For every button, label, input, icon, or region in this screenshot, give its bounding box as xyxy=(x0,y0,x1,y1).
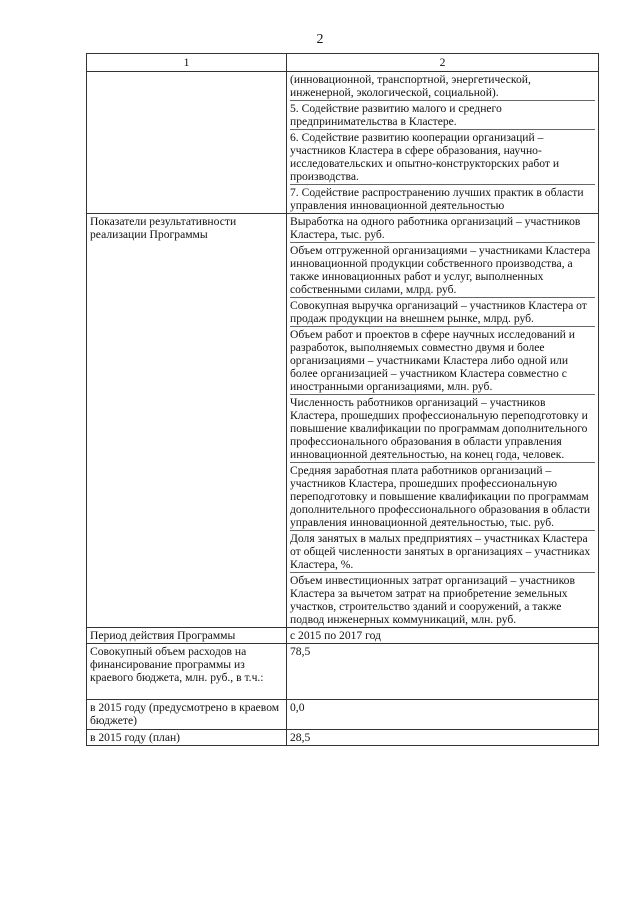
column-header-2: 2 xyxy=(287,54,599,72)
row-label: в 2015 году (план) xyxy=(87,730,287,746)
table-row xyxy=(87,214,599,628)
row-content: 78,5 xyxy=(287,644,599,700)
row-content: 0,0 xyxy=(287,700,599,730)
content-item: Объем отгруженной организациями – участниками Кластера инновационной продукции собственного производства, а также инновационных работ и услуг, выполненных собственными силами, млрд. руб. xyxy=(290,242,595,296)
row-content: 28,5 xyxy=(287,730,599,746)
content-item: Доля занятых в малых предприятиях – участниках Кластера от общей численности занятых в организациях – участниках Кластера, %. xyxy=(290,530,595,571)
table-row xyxy=(87,72,599,214)
content-item: 7. Содействие распространению лучших практик в области управления инновационной деятельностью xyxy=(290,184,595,212)
row-content: с 2015 по 2017 год xyxy=(287,628,599,644)
content-item: Численность работников организаций – участников Кластера, прошедших профессиональную переподготовку и повышение квалификации по программам дополнительного профессионального образования в области управления инновационной деятельностью, на конец года, человек. xyxy=(290,394,595,461)
content-item: (инновационной, транспортной, энергетической, инженерной, экологической, социальной). xyxy=(290,73,531,99)
row-content xyxy=(287,72,599,214)
table-row xyxy=(87,700,599,730)
content-item: Совокупная выручка организаций – участников Кластера от продаж продукции на внешнем рынке, млрд. руб. xyxy=(290,297,595,325)
row-content xyxy=(287,214,599,628)
row-label xyxy=(87,72,287,214)
row-label: в 2015 году (предусмотрено в краевом бюджете) xyxy=(87,700,287,730)
table-header-row xyxy=(87,54,599,72)
row-label: Показатели результативности реализации Программы xyxy=(87,214,287,628)
content-item: Объем работ и проектов в сфере научных исследований и разработок, выполняемых совместно двумя и более организациями – участниками Кластера либо одной или более организацией – участником Кластера совместно с иностранными организациями, млн. руб. xyxy=(290,326,595,393)
content-item: Объем инвестиционных затрат организаций – участников Кластера за вычетом затрат на приобретение земельных участков, строительство зданий и сооружений, а также подвод инженерных коммуникаций, млн. руб. xyxy=(290,572,595,626)
page-number: 2 xyxy=(316,32,324,47)
table-row xyxy=(87,730,599,746)
table-row xyxy=(87,644,599,700)
content-item: 5. Содействие развитию малого и среднего предпринимательства в Кластере. xyxy=(290,100,595,128)
content-item: Средняя заработная плата работников организаций – участников Кластера, прошедших профессиональную переподготовку и повышение квалификации по программам дополнительного профессионального образования в области управления инновационной деятельностью, тыс. руб. xyxy=(290,462,595,529)
table-row xyxy=(87,628,599,644)
content-item: Выработка на одного работника организаций – участников Кластера, тыс. руб. xyxy=(290,215,581,241)
program-passport-table xyxy=(86,53,599,746)
row-label: Совокупный объем расходов на финансирование программы из краевого бюджета, млн. руб., в т.ч.: xyxy=(87,644,287,700)
column-header-1: 1 xyxy=(87,54,287,72)
content-item: 6. Содействие развитию кооперации организаций – участников Кластера в сфере образования, научно-исследовательских и опытно-конструкторских работ и производства. xyxy=(290,129,595,183)
row-label: Период действия Программы xyxy=(87,628,287,644)
